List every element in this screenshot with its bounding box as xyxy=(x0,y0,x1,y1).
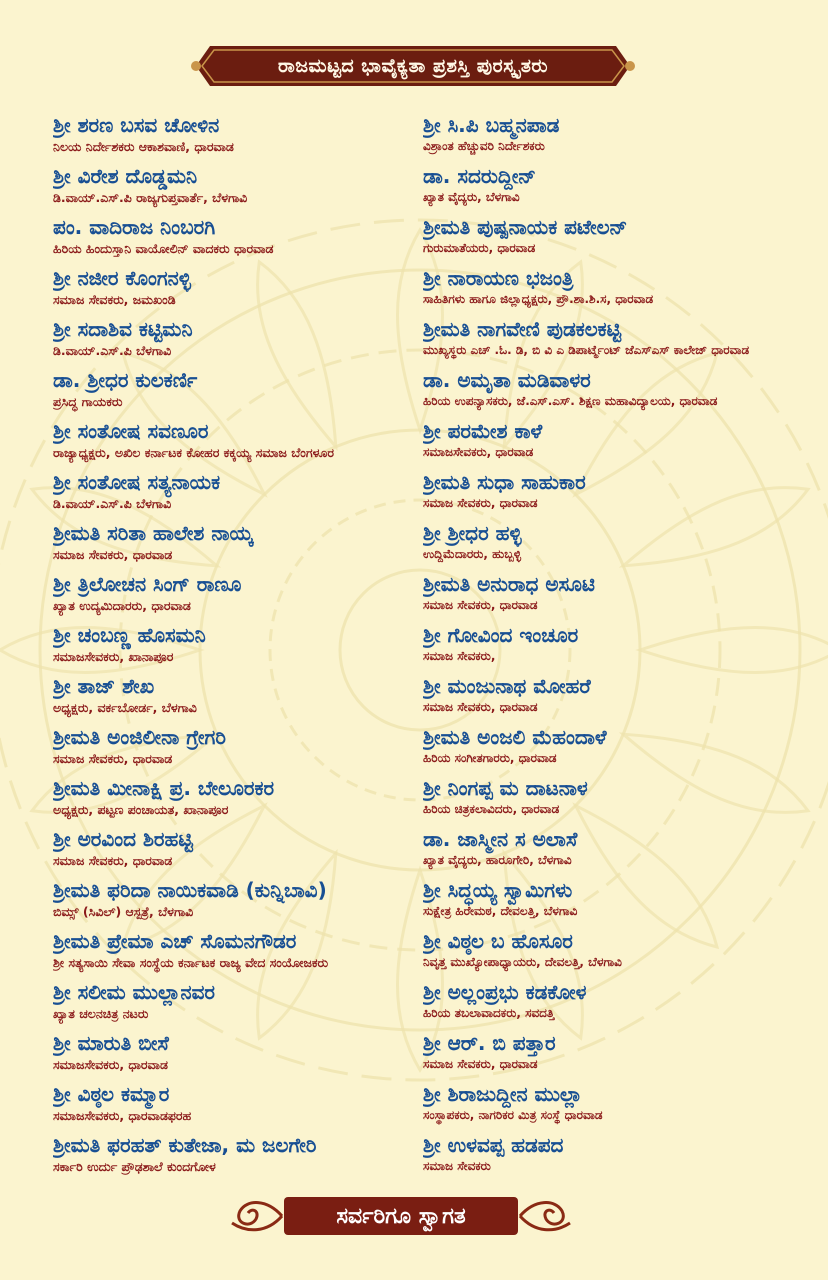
awardee-entry xyxy=(423,979,803,1030)
awardee-entry xyxy=(53,877,433,928)
awardee-name: ಶ್ರೀ ನಾರಾಯಣ ಭಜಂತ್ರಿ xyxy=(423,266,574,290)
awardee-entry xyxy=(53,622,433,673)
awardee-name: ಶ್ರೀಮತಿ ಫರಿದಾ ನಾಯಿಕವಾಡಿ (ಕುನ್ನಿಬಾವಿ) xyxy=(53,878,327,902)
awardee-name: ಡಾ. ಸದರುದ್ದೀನ್ xyxy=(423,164,536,188)
awardee-name: ಶ್ರೀ ಶರಣ ಬಸವ ಚೋಳಿನ xyxy=(53,113,220,137)
awardee-name: ಶ್ರೀ ನಜೀರ ಕೊಂಗನಳ್ಳಿ xyxy=(53,266,191,290)
awardee-entry xyxy=(423,265,803,316)
awardee-name: ಶ್ರೀಮತಿ ಸರಿತಾ ಹಾಲೇಶ ನಾಯ್ಕ xyxy=(53,521,253,545)
awardee-name: ಡಾ. ಅಮೃತಾ ಮಡಿವಾಳರ xyxy=(423,368,591,392)
awardee-name: ಶ್ರೀಮತಿ ಅಂಜಿಲೀನಾ ಗ್ರೇಗರಿ xyxy=(53,725,226,749)
awardee-name: ಶ್ರೀ ತ್ರಿಲೋಚನ ಸಿಂಗ್ ರಾಣೂ xyxy=(53,572,242,596)
awardee-entry xyxy=(423,1081,803,1132)
awardee-name: ಶ್ರೀ ಸಿದ್ಧಯ್ಯ ಸ್ವಾಮಿಗಳು xyxy=(423,878,573,902)
awardee-designation: ಸಮಾಜ ಸೇವಕರು xyxy=(423,1159,491,1173)
awardee-entry xyxy=(423,1132,803,1183)
awardee-designation: ಹಿರಿಯ ತಬಲಾವಾದಕರು, ಸವದತ್ತಿ xyxy=(423,1006,555,1020)
awardee-designation: ಸಮಾಜ ಸೇವಕರು, xyxy=(423,649,496,663)
awardee-entry xyxy=(423,1030,803,1081)
awardee-name: ಶ್ರೀ ನಿಂಗಪ್ಪ ಮ ದಾಟನಾಳ xyxy=(423,776,588,800)
awardee-designation: ಅಧ್ಯಕ್ಷರು, ಪಟ್ಟಣ ಪಂಚಾಯತ, ಖಾನಾಪೂರ xyxy=(53,802,229,817)
awardee-name: ಶ್ರೀ ಆರ್. ಬಿ ಪತ್ತಾರ xyxy=(423,1031,556,1055)
welcome-footer xyxy=(222,1193,580,1239)
awardee-designation: ಸಮಾಜ ಸೇವಕರು, ಧಾರವಾಡ xyxy=(423,598,538,612)
welcome-text: ಸರ್ವರಿಗೂ ಸ್ವಾಗತ xyxy=(336,1203,466,1229)
awardee-name: ಡಾ. ಜಾಸ್ಮೀನ ಸ ಅಲಾಸೆ xyxy=(423,827,578,851)
awardee-entry xyxy=(423,571,803,622)
awardee-entry xyxy=(53,673,433,724)
awardee-name: ಶ್ರೀಮತಿ ಮೀನಾಕ್ಷಿ ಪ್ರ. ಬೇಲೂರಕರ xyxy=(53,776,275,800)
awardee-entry xyxy=(53,775,433,826)
awardee-designation: ವಿಶ್ರಾಂತ ಹೆಚ್ಚುವರಿ ನಿರ್ದೇಶಕರು xyxy=(423,139,545,153)
awardee-name: ಶ್ರೀ ಸಂತೋಷ ಸತ್ಯನಾಯಕ xyxy=(53,470,221,494)
title-banner xyxy=(188,42,638,90)
awardee-designation: ಖ್ಯಾತ ವೈದ್ಯರು, ಬೆಳಗಾವಿ xyxy=(423,190,520,204)
awardee-designation: ಸಮಾಜ ಸೇವಕರು, ಧಾರವಾಡ xyxy=(53,853,173,868)
awardee-entry xyxy=(423,163,803,214)
awardee-designation: ಸಮಾಜಸೇವಕರು, ಧಾರವಾಡ xyxy=(423,445,534,459)
awardee-designation: ಸಾಹಿತಿಗಳು ಹಾಗೂ ಜಿಲ್ಲಾಧ್ಯಕ್ಷರು, ಪ್ರೌ.ಶಾ.ಶಿ.ಸ, ಧಾರವಾಡ xyxy=(423,292,654,306)
awardee-designation: ಸಮಾಜ ಸೇವಕರು, ಧಾರವಾಡ xyxy=(53,547,173,562)
awardee-entry xyxy=(423,673,803,724)
awardee-entry xyxy=(423,826,803,877)
awardee-name: ಶ್ರೀ ಪರಮೇಶ ಕಾಳೆ xyxy=(423,419,543,443)
awardee-entry xyxy=(53,367,433,418)
awardee-name: ಶ್ರೀ ಸಲೀಮ ಮುಲ್ಲಾನವರ xyxy=(53,980,215,1004)
awardees-right-column xyxy=(423,112,803,1183)
awardee-entry xyxy=(53,1081,433,1132)
awardee-designation: ಸಮಾಜ ಸೇವಕರು, ಧಾರವಾಡ xyxy=(423,700,538,714)
awardee-designation: ಡಿ.ವಾಯ್.ಎಸ್.ಪಿ ಬೆಳಗಾವಿ xyxy=(53,343,172,358)
awardee-name: ಶ್ರೀ ಗೋವಿಂದ ಇಂಚೂರ xyxy=(423,623,579,647)
awardee-name: ಶ್ರೀಮತಿ ಸುಧಾ ಸಾಹುಕಾರ xyxy=(423,470,586,494)
awardee-entry xyxy=(53,826,433,877)
awardee-entry xyxy=(53,724,433,775)
awardee-name: ಶ್ರೀಮತಿ ಪುಷ್ಪನಾಯಕ ಪಟೇಲನ್ xyxy=(423,215,628,239)
awardee-designation: ಗುರುಮಾತೆಯರು, ಧಾರವಾಡ xyxy=(423,241,536,255)
awardee-entry xyxy=(423,775,803,826)
awardee-entry xyxy=(423,520,803,571)
awardee-name: ಶ್ರೀ ಸಿ.ಪಿ ಬಹ್ಮನಪಾಡ xyxy=(423,113,560,137)
awardee-designation: ಸಮಾಜ ಸೇವಕರು, ಧಾರವಾಡ xyxy=(53,751,173,766)
awardee-entry xyxy=(423,928,803,979)
awardee-name: ಶ್ರೀಮತಿ ನಾಗವೇಣಿ ಪುಡಕಲಕಟ್ಟಿ xyxy=(423,317,622,341)
awardee-designation: ಅಧ್ಯಕ್ಷರು, ವರ್ಕಬೋರ್ಡ, ಬೆಳಗಾವಿ xyxy=(53,700,197,715)
awardee-entry xyxy=(423,214,803,265)
awardee-entry xyxy=(53,316,433,367)
awardee-designation: ಹಿರಿಯ ಚಿತ್ರಕಲಾವಿದರು, ಧಾರವಾಡ xyxy=(423,802,560,816)
awardee-designation: ಸುಕ್ಷೇತ್ರ ಹಿರೇಮಠ, ದೇವಲತ್ತಿ, ಬೆಳಗಾವಿ xyxy=(423,904,578,918)
awardee-designation: ಡಿ.ವಾಯ್.ಎಸ್.ಪಿ ರಾಜ್ಯಗುಪ್ತವಾರ್ತೆ, ಬೆಳಗಾವಿ xyxy=(53,190,248,205)
awardee-designation: ಖ್ಯಾತ ವೈದ್ಯರು, ಹಾರೂಗೇರಿ, ಬೆಳಗಾವಿ xyxy=(423,853,572,867)
awardee-entry xyxy=(53,571,433,622)
awardee-name: ಶ್ರೀ ಸದಾಶಿವ ಕಟ್ಟಿಮನಿ xyxy=(53,317,193,341)
awardee-entry xyxy=(53,979,433,1030)
awardee-designation: ರಾಜ್ಯಾಧ್ಯಕ್ಷರು, ಅಖಿಲ ಕರ್ನಾಟಕ ಕೋಹರ ಕಕ್ಕಯ್ಯ ಸಮಾಜ ಬೆಂಗಳೂರ xyxy=(53,445,334,460)
awardee-entry xyxy=(423,418,803,469)
awardee-entry xyxy=(423,622,803,673)
awardee-designation: ಮುಖ್ಯಸ್ಥರು ಎಚ್ .ಓ. ಡಿ, ಬಿ ವಿ ಎ ಡಿಪಾರ್ಟ್ಮೆಂಟ್ ಜೆಎಸ್ಎಸ್ ಕಾಲೇಜ್ ಧಾರವಾಡ xyxy=(423,343,750,357)
awardee-entry xyxy=(53,1030,433,1081)
awardee-designation: ಹಿರಿಯ ಉಪನ್ಯಾಸಕರು, ಜೆ.ಎಸ್.ಎಸ್. ಶಿಕ್ಷಣ ಮಹಾವಿದ್ಯಾಲಯ, ಧಾರವಾಡ xyxy=(423,394,718,408)
awardee-entry xyxy=(53,265,433,316)
awardee-designation: ಸಮಾಜಸೇವಕರು, ಧಾರವಾಡಫರಹ xyxy=(53,1108,192,1123)
awardee-designation: ಶ್ರೀ ಸತ್ಯಸಾಯಿ ಸೇವಾ ಸಂಸ್ಥೆಯ ಕರ್ನಾಟಕ ರಾಜ್ಯ ವೇದ ಸಂಯೋಜಕರು xyxy=(53,955,329,970)
awardee-designation: ಸಮಾಜಸೇವಕರು, ಖಾನಾಪೂರ xyxy=(53,649,174,664)
awardee-name: ಶ್ರೀಮತಿ ಅಂಜಲಿ ಮೆಹಂದಾಳೆ xyxy=(423,725,607,749)
awardee-entry xyxy=(53,1132,433,1183)
awardee-name: ಡಾ. ಶ್ರೀಧರ ಕುಲಕರ್ಣಿ xyxy=(53,368,198,392)
awardee-entry xyxy=(423,724,803,775)
awardee-name: ಶ್ರೀ ಚಂಬಣ್ಣ ಹೊಸಮನಿ xyxy=(53,623,206,647)
awardee-designation: ಸರ್ಕಾರಿ ಉರ್ದು ಪ್ರೌಢಶಾಲೆ ಕುಂದಗೋಳ xyxy=(53,1159,216,1174)
awardee-entry xyxy=(53,112,433,163)
awardee-designation: ಹಿರಿಯ ಸಂಗೀತಗಾರರು, ಧಾರವಾಡ xyxy=(423,751,557,765)
awardee-name: ಶ್ರೀ ವಿಠ್ಠಲ ಬ ಹೊಸೂರ xyxy=(423,929,573,953)
awardees-left-column xyxy=(53,112,433,1183)
awardee-designation: ಡಿ.ವಾಯ್.ಎಸ್.ಪಿ ಬೆಳಗಾವಿ xyxy=(53,496,172,511)
awardee-entry xyxy=(53,163,433,214)
awardee-entry xyxy=(423,367,803,418)
awardee-entry xyxy=(423,877,803,928)
awardee-name: ಶ್ರೀ ವಿರೇಶ ದೊಡ್ಡಮನಿ xyxy=(53,164,198,188)
awardee-designation: ಸಮಾಜಸೇವಕರು, ಧಾರವಾಡ xyxy=(53,1057,168,1072)
awardee-designation: ನಿವೃತ್ತ ಮುಖ್ಯೋಪಾಧ್ಯಾಯರು, ದೇವಲತ್ತಿ, ಬೆಳಗಾವಿ xyxy=(423,955,622,969)
awardee-entry xyxy=(423,316,803,367)
awardee-name: ಶ್ರೀ ಉಳವಪ್ಪ ಹಡಪದ xyxy=(423,1133,564,1157)
awardee-designation: ಸಮಾಜ ಸೇವಕರು, ಧಾರವಾಡ xyxy=(423,1057,538,1071)
awardee-name: ಶ್ರೀಮತಿ ಅನುರಾಧ ಅಸೂಟಿ xyxy=(423,572,595,596)
awardee-entry xyxy=(53,469,433,520)
page-title: ರಾಜಮಟ್ಟದ ಭಾವೈಕ್ಯತಾ ಪ್ರಶಸ್ತಿ ಪುರಸ್ಕೃತರು xyxy=(278,55,548,77)
awardee-name: ಶ್ರೀಮತಿ ಫರಹತ್ ಕುತೇಜಾ, ಮ ಜಲಗೇರಿ xyxy=(53,1133,317,1157)
awardee-name: ಶ್ರೀ ಶಿರಾಜುದ್ದೀನ ಮುಲ್ಲಾ xyxy=(423,1082,583,1106)
awardee-name: ಶ್ರೀ ಮಾರುತಿ ಬೀಸೆ xyxy=(53,1031,169,1055)
awardee-name: ಶ್ರೀ ಸಂತೋಷ ಸವಣೂರ xyxy=(53,419,209,443)
awardee-designation: ಪ್ರಸಿದ್ಧ ಗಾಯಕರು xyxy=(53,394,123,409)
awardee-designation: ಖ್ಯಾತ ಚಲನಚಿತ್ರ ನಟರು xyxy=(53,1006,149,1021)
awardee-entry xyxy=(53,928,433,979)
awardee-designation: ನಿಲಯ ನಿರ್ದೇಶಕರು ಆಕಾಶವಾಣಿ, ಧಾರವಾಡ xyxy=(53,139,234,154)
awardee-designation: ಸಮಾಜ ಸೇವಕರು, ಜಮಖಂಡಿ xyxy=(53,292,176,307)
awardee-designation: ಸಂಸ್ಥಾಪಕರು, ನಾಗರಿಕರ ಮಿತ್ರ ಸಂಸ್ಥೆ ಧಾರವಾಡ xyxy=(423,1108,603,1122)
awardee-name: ಪಂ. ವಾದಿರಾಜ ನಿಂಬರಗಿ xyxy=(53,215,216,239)
awardee-entry xyxy=(423,112,803,163)
awardee-entry xyxy=(53,418,433,469)
awardee-designation: ಉದ್ದಿಮೆದಾರರು, ಹುಬ್ಬಳ್ಳಿ xyxy=(423,547,522,561)
awardee-name: ಶ್ರೀ ಮಂಜುನಾಥ ಮೋಹರೆ xyxy=(423,674,591,698)
awardee-entry xyxy=(53,520,433,571)
awardee-name: ಶ್ರೀ ಅರವಿಂದ ಶಿರಹಟ್ಟಿ xyxy=(53,827,193,851)
awardee-name: ಶ್ರೀ ತಾಜ್ ಶೇಖ xyxy=(53,674,155,698)
awardee-entry xyxy=(53,214,433,265)
awardee-designation: ಹಿರಿಯ ಹಿಂದುಸ್ತಾನಿ ವಾಯೋಲಿನ್ ವಾದಕರು ಧಾರವಾಡ xyxy=(53,241,274,256)
awardee-entry xyxy=(423,469,803,520)
awardee-name: ಶ್ರೀ ಶ್ರೀಧರ ಹಳ್ಳಿ xyxy=(423,521,522,545)
awardee-name: ಶ್ರೀ ವಿಠ್ಠಲ ಕಮ್ಮಾರ xyxy=(53,1082,170,1106)
awardee-designation: ಸಮಾಜ ಸೇವಕರು, ಧಾರವಾಡ xyxy=(423,496,538,510)
awardee-designation: ಬಿಮ್ಸ್ (ಸಿವಿಲ್) ಆಸ್ಪತ್ರೆ, ಬೆಳಗಾವಿ xyxy=(53,904,194,919)
awardee-name: ಶ್ರೀ ಅಲ್ಲಂಪ್ರಭು ಕಡಕೋಳ xyxy=(423,980,587,1004)
awardee-name: ಶ್ರೀಮತಿ ಪ್ರೇಮಾ ಎಚ್ ಸೊಮನಗೌಡರ xyxy=(53,929,297,953)
awardee-designation: ಖ್ಯಾತ ಉದ್ಯಮಿದಾರರು, ಧಾರವಾಡ xyxy=(53,598,191,613)
